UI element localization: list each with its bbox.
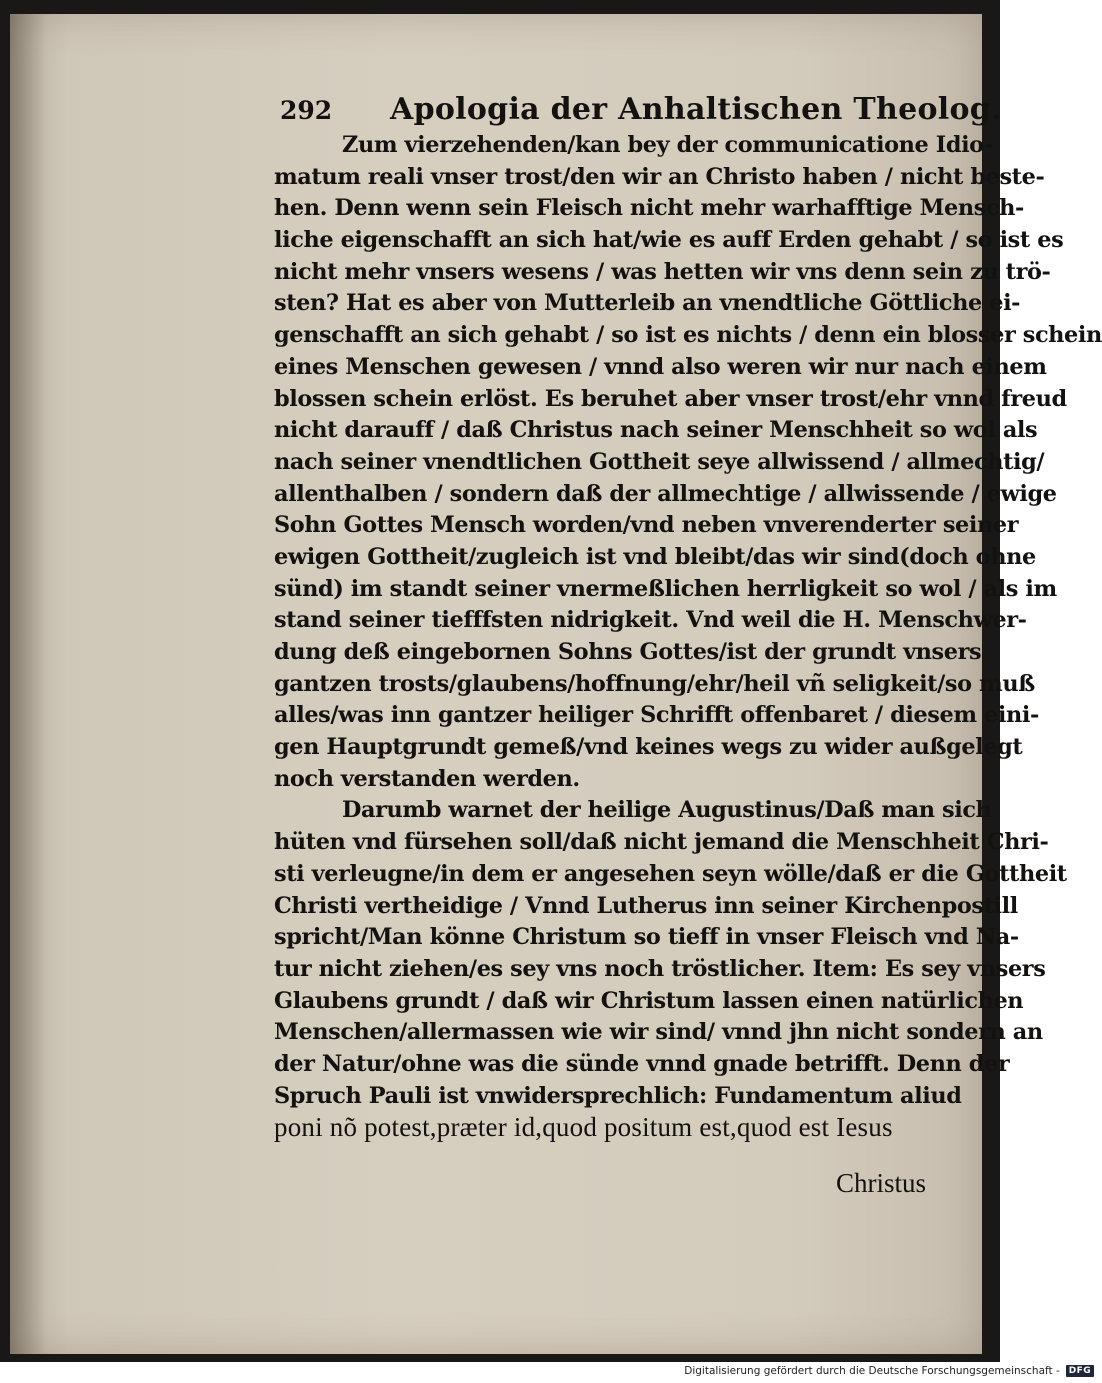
text-line: Christi vertheidige / Vnnd Lutherus inn seiner Kirchenpostill bbox=[274, 892, 1018, 919]
text-line: spricht/Man könne Christum so tieff in vnser Fleisch vnd Na- bbox=[274, 924, 1019, 951]
text-line: sten? Hat es aber von Mutterleib an vnendtliche Göttliche ei- bbox=[274, 290, 1021, 317]
text-line: genschafft an sich gehabt / so ist es nichts / denn ein blosser schein bbox=[274, 322, 1102, 349]
page-header bbox=[266, 92, 1002, 132]
text-line: gen Hauptgrundt gemeß/vnd keines wegs zu wider außgelegt bbox=[274, 734, 1023, 761]
text-line: hen. Denn wenn sein Fleisch nicht mehr warhafftige Mensch- bbox=[274, 195, 1024, 222]
body-text bbox=[274, 130, 1102, 1144]
text-line: Darumb warnet der heilige Augustinus/Daß man sich bbox=[342, 797, 992, 824]
text-line: Menschen/allermassen wie wir sind/ vnnd jhn nicht sondern an bbox=[274, 1019, 1043, 1046]
text-line: Glaubens grundt / daß wir Christum lassen einen natürlichen bbox=[274, 987, 1024, 1014]
text-line: gantzen trosts/glaubens/hoffnung/ehr/heil vñ seligkeit/so muß bbox=[274, 670, 1035, 697]
text-line: nicht darauff / daß Christus nach seiner Menschheit so wol als bbox=[274, 417, 1038, 444]
digitization-footer bbox=[684, 1363, 1094, 1379]
text-line: Sohn Gottes Mensch worden/vnd neben vnverenderter seiner bbox=[274, 512, 1019, 539]
text-line: Spruch Pauli ist vnwidersprechlich: Fundamentum aliud bbox=[274, 1082, 962, 1109]
text-line: der Natur/ohne was die sünde vnnd gnade betrifft. Denn der bbox=[274, 1050, 1010, 1077]
text-line: alles/was inn gantzer heiliger Schrifft offenbaret / diesem eini- bbox=[274, 702, 1039, 729]
text-line: nicht mehr vnsers wesens / was hetten wir vns denn sein zu trö- bbox=[274, 258, 1051, 285]
text-line: stand seiner tiefffsten nidrigkeit. Vnd weil die H. Menschwer- bbox=[274, 607, 1027, 634]
book-page bbox=[10, 14, 1102, 1354]
text-line: matum reali vnser trost/den wir an Christo haben / nicht beste- bbox=[274, 163, 1045, 190]
running-title: Apologia der Anhaltischen Theolog. bbox=[390, 92, 1002, 127]
dfg-logo-icon: DFG bbox=[1066, 1365, 1094, 1377]
text-line: nach seiner vnendtlichen Gottheit seye allwissend / allmechtig/ bbox=[274, 448, 1045, 475]
text-line: blossen schein erlöst. Es beruhet aber vnser trost/ehr vnnd freud bbox=[274, 385, 1067, 412]
text-line: ewigen Gottheit/zugleich ist vnd bleibt/das wir sind(doch ohne bbox=[274, 543, 1036, 570]
text-line: sti verleugne/in dem er angesehen seyn wölle/daß er die Gottheit bbox=[274, 860, 1067, 887]
catchword: Christus bbox=[836, 1168, 927, 1198]
funding-credit: Digitalisierung gefördert durch die Deutsche Forschungsgemeinschaft - bbox=[684, 1365, 1060, 1377]
text-line: liche eigenschafft an sich hat/wie es auff Erden gehabt / so ist es bbox=[274, 227, 1064, 254]
text-line: noch verstanden werden. bbox=[274, 765, 580, 792]
text-line: Zum vierzehenden/kan bey der communicatione Idio- bbox=[342, 132, 993, 158]
text-line: sünd) im standt seiner vnermeßlichen herrligkeit so wol / als im bbox=[274, 575, 1057, 602]
text-line: hüten vnd fürsehen soll/daß nicht jemand die Menschheit Chri- bbox=[274, 829, 1049, 856]
page-number: 292 bbox=[280, 96, 333, 125]
text-line: allenthalben / sondern daß der allmechtige / allwissende / ewige bbox=[274, 480, 1057, 507]
text-line: tur nicht ziehen/es sey vns noch tröstlicher. Item: Es sey vnsers bbox=[274, 955, 1046, 982]
text-line: poni nõ potest,præter id,quod positum est,quod est Iesus bbox=[274, 1112, 893, 1143]
text-line: eines Menschen gewesen / vnnd also weren wir nur nach einem bbox=[274, 353, 1047, 380]
text-line: dung deß eingebornen Sohns Gottes/ist der grundt vnsers bbox=[274, 639, 982, 665]
